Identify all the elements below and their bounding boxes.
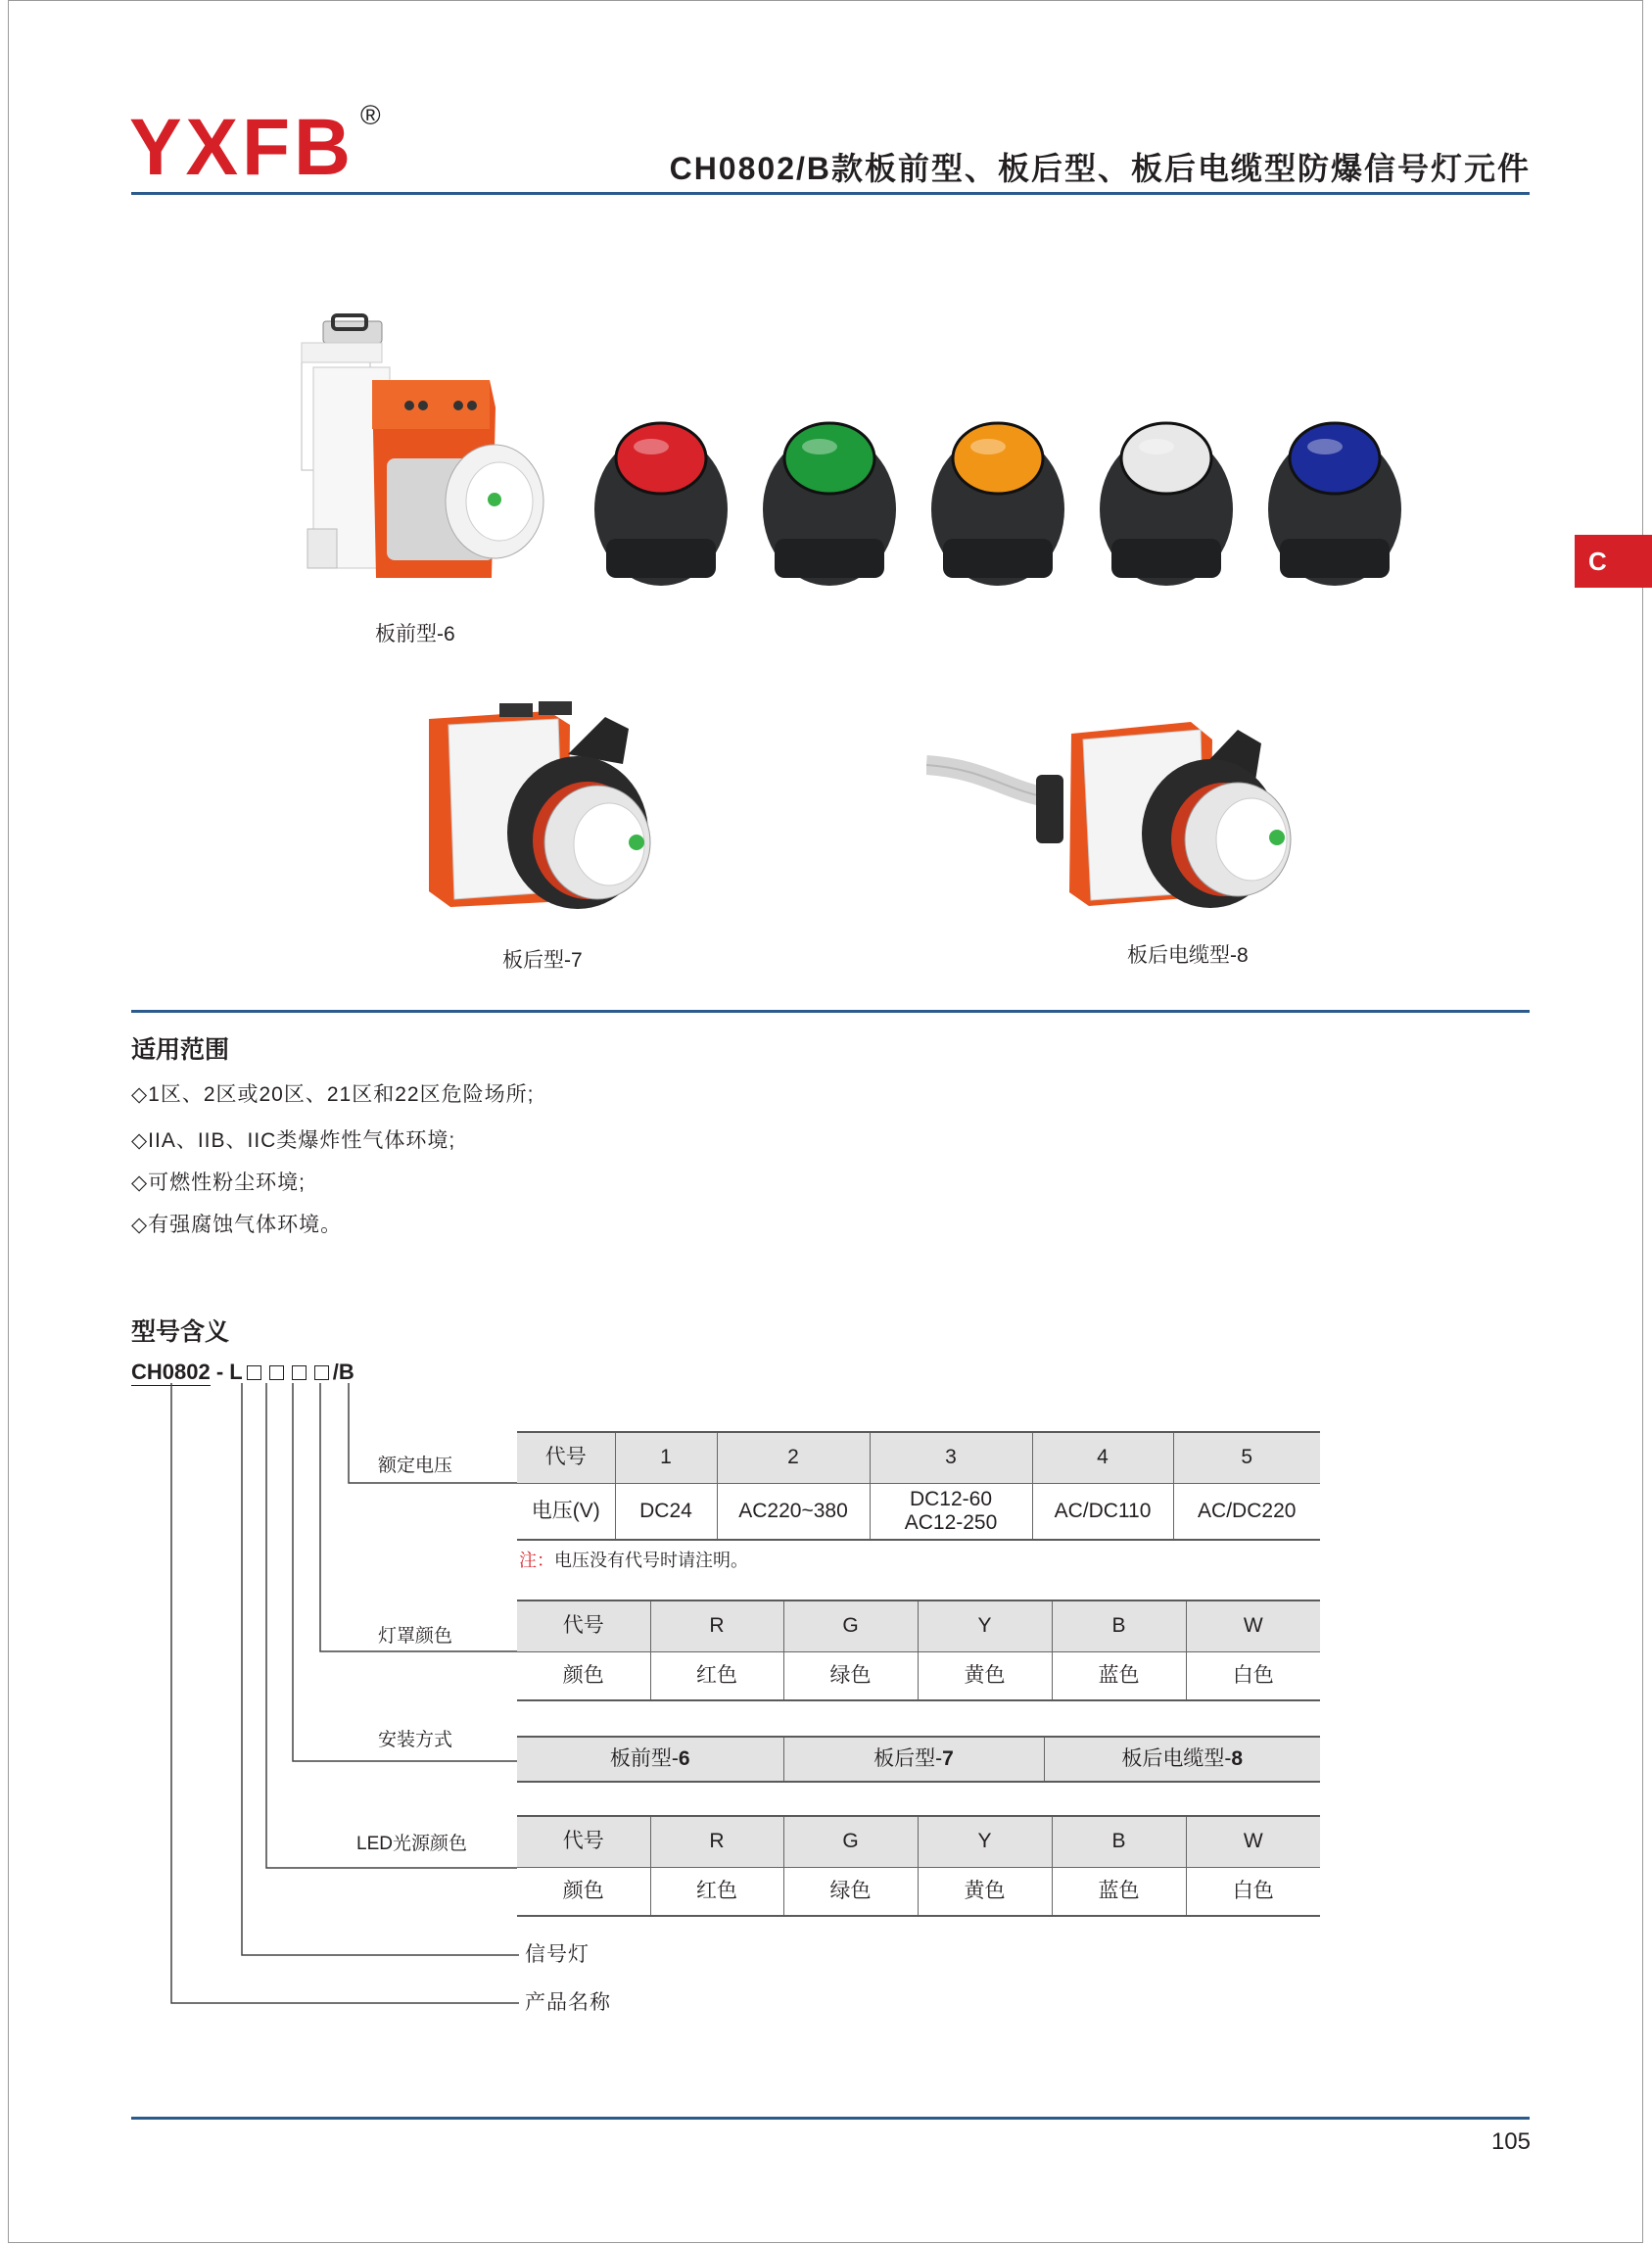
brand-logo: YXFB xyxy=(129,103,355,192)
mounting-cell xyxy=(1044,1737,1320,1782)
lamp-header-cell: W xyxy=(1186,1600,1320,1651)
caption-rear-panel: 板后型-7 xyxy=(502,949,583,972)
model-code-prefix: CH0802 xyxy=(131,1360,211,1384)
label-signal-lamp: 信号灯 xyxy=(525,1943,590,1966)
led-header-cell: 代号 xyxy=(517,1816,650,1867)
voltage-header-cell: 4 xyxy=(1032,1432,1173,1483)
lamp-header-cell: B xyxy=(1052,1600,1186,1651)
note-text: 电压没有代号时请注明。 xyxy=(554,1551,748,1570)
note-prefix: 注： xyxy=(519,1551,554,1570)
mounting-text: 板前型- xyxy=(609,1747,679,1770)
voltage-header-cell: 1 xyxy=(615,1432,717,1483)
lamp-header-cell: Y xyxy=(918,1600,1052,1651)
label-mounting: 安装方式 xyxy=(378,1730,453,1750)
model-code-l: L xyxy=(229,1360,243,1384)
scope-heading: 适用范围 xyxy=(131,1036,230,1064)
lamp-color-table xyxy=(517,1600,1320,1701)
section-tab[interactable]: C xyxy=(1575,535,1652,588)
label-voltage: 额定电压 xyxy=(378,1456,453,1476)
mounting-cell xyxy=(783,1737,1044,1782)
voltage-header-cell: 2 xyxy=(717,1432,870,1483)
led-cell: 白色 xyxy=(1186,1867,1320,1916)
label-led-color: LED光源颜色 xyxy=(356,1834,467,1854)
mounting-table xyxy=(517,1736,1320,1783)
led-cell: 红色 xyxy=(650,1867,783,1916)
led-header-cell: R xyxy=(650,1816,783,1867)
voltage-header-cell: 3 xyxy=(870,1432,1032,1483)
voltage-table xyxy=(517,1431,1320,1541)
led-header-cell: B xyxy=(1052,1816,1186,1867)
led-cell: 蓝色 xyxy=(1052,1867,1186,1916)
voltage-header-cell: 代号 xyxy=(517,1432,615,1483)
voltage-cell-line: AC12-250 xyxy=(904,1510,998,1534)
lamp-cell: 蓝色 xyxy=(1052,1651,1186,1700)
voltage-cell: AC/DC110 xyxy=(1032,1483,1173,1540)
scope-item: ◇可燃性粉尘环境; xyxy=(131,1171,306,1194)
model-code-suffix: /B xyxy=(332,1360,354,1384)
led-cell: 黄色 xyxy=(918,1867,1052,1916)
voltage-cell: AC/DC220 xyxy=(1173,1483,1320,1540)
mounting-code: 6 xyxy=(678,1747,690,1770)
voltage-row-label: 电压(V) xyxy=(517,1483,615,1540)
lamp-cell: 白色 xyxy=(1186,1651,1320,1700)
mounting-text: 板后型- xyxy=(873,1747,943,1770)
lamp-header-cell: 代号 xyxy=(517,1600,650,1651)
scope-item: ◇1区、2区或20区、21区和22区危险场所; xyxy=(131,1083,535,1106)
voltage-header-cell: 5 xyxy=(1173,1432,1320,1483)
mounting-text: 板后电缆型- xyxy=(1121,1747,1232,1770)
scope-item: ◇有强腐蚀气体环境。 xyxy=(131,1214,343,1236)
lamp-cell: 颜色 xyxy=(517,1651,650,1700)
led-header-cell: Y xyxy=(918,1816,1052,1867)
voltage-note xyxy=(519,1550,748,1571)
page-title: CH0802/B款板前型、板后型、板后电缆型防爆信号灯元件 xyxy=(669,151,1531,186)
lamp-header-cell: G xyxy=(783,1600,918,1651)
led-cell: 绿色 xyxy=(783,1867,918,1916)
label-product-name: 产品名称 xyxy=(525,1991,611,2014)
lamp-cell: 绿色 xyxy=(783,1651,918,1700)
mounting-code: 7 xyxy=(942,1747,954,1770)
mounting-cell xyxy=(517,1737,783,1782)
mounting-code: 8 xyxy=(1231,1747,1244,1770)
led-cell: 颜色 xyxy=(517,1867,650,1916)
voltage-cell: AC220~380 xyxy=(717,1483,870,1540)
voltage-cell-line: DC12-60 xyxy=(909,1487,993,1510)
voltage-cell: DC24 xyxy=(615,1483,717,1540)
footer-rule xyxy=(131,2117,1530,2120)
registered-mark: ® xyxy=(360,100,381,130)
label-lamp-color: 灯罩颜色 xyxy=(378,1626,453,1647)
led-color-table xyxy=(517,1815,1320,1917)
led-header-cell: W xyxy=(1186,1816,1320,1867)
voltage-cell-multi xyxy=(870,1483,1032,1540)
lamp-cell: 红色 xyxy=(650,1651,783,1700)
page-number: 105 xyxy=(1490,2128,1531,2155)
model-heading: 型号含义 xyxy=(131,1318,230,1346)
lamp-header-cell: R xyxy=(650,1600,783,1651)
caption-front-panel: 板前型-6 xyxy=(375,623,455,645)
scope-item: ◇IIA、IIB、IIC类爆炸性气体环境; xyxy=(131,1129,456,1152)
model-code-dash: - xyxy=(210,1360,230,1384)
lamp-cell: 黄色 xyxy=(918,1651,1052,1700)
caption-rear-cable: 板后电缆型-8 xyxy=(1127,944,1249,967)
led-header-cell: G xyxy=(783,1816,918,1867)
